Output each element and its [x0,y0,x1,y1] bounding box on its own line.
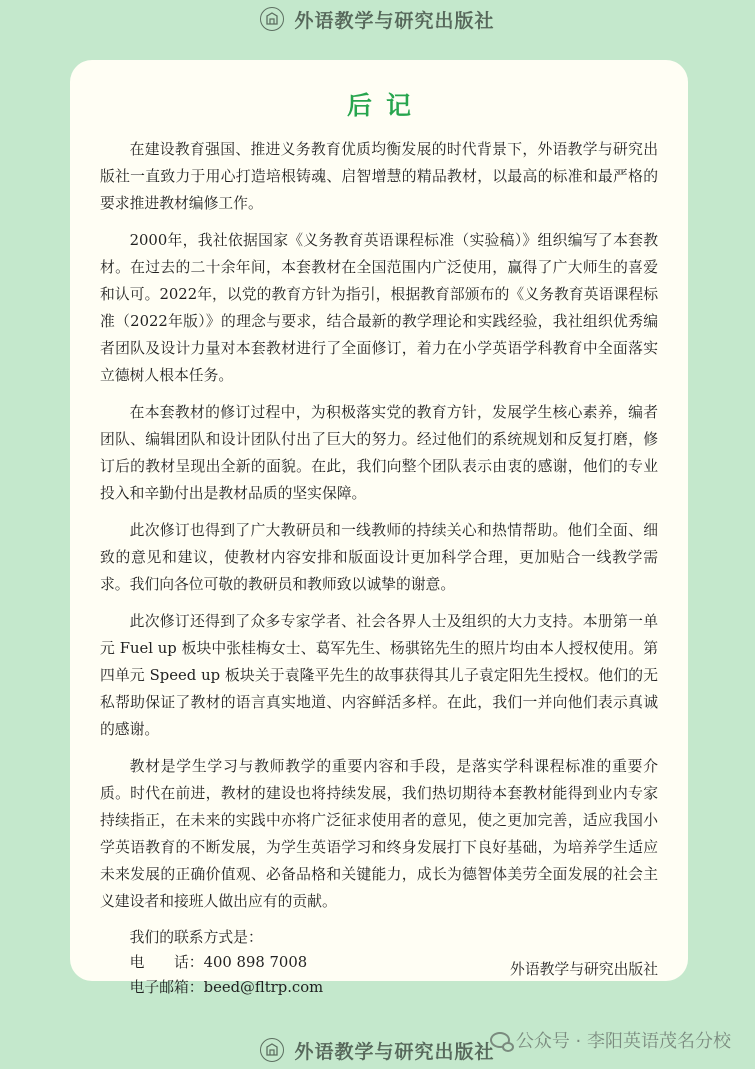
wechat-icon [490,1032,510,1048]
header-publisher-brand [0,4,755,34]
paragraph-5: 此次修订还得到了众多专家学者、社会各界人士及组织的大力支持。本册第一单元 Fuel up 板块中张桂梅女士、葛军先生、杨骐铭先生的照片均由本人授权使用。第四单元 Speed up 板块关于袁隆平先生的故事获得其儿子袁定阳先生授权。他们的无私帮助保证了教材的语言真实地道、内容鲜活多样。在此，我们一并向他们表示真诚的感谢。 [100,613,658,738]
contact-intro: 我们的联系方式是： [129,929,263,946]
email-label: 电子邮箱： [129,979,204,996]
paragraph-4: 此次修订也得到了广大教研员和一线教师的持续关心和热情帮助。他们全面、细致的意见和建议，使教材内容安排和版面设计更加科学合理，更加贴合一线教学需求。我们向各位可敬的教研员和教师致以诚挚的谢意。 [100,522,658,593]
publisher-signature: 外语教学与研究出版社 [510,961,658,978]
paragraph-2: 2000年，我社依据国家《义务教育英语课程标准（实验稿）》组织编写了本套教材。在过去的二十余年间，本套教材在全国范围内广泛使用，赢得了广大师生的喜爱和认可。2022年，以党的教育方针为指引，根据教育部颁布的《义务教育英语课程标准（2022年版）》的理念与要求，结合最新的教学理论和实践经验，我社组织优秀编者团队及设计力量对本套教材进行了全面修订，着力在小学英语学科教育中全面落实立德树人根本任务。 [100,232,658,384]
paragraph-3: 在本套教材的修订过程中，为积极落实党的教育方针，发展学生核心素养，编者团队、编辑团队和设计团队付出了巨大的努力。经过他们的系统规划和反复打磨，修订后的教材呈现出全新的面貌。在此，我们向整个团队表示由衷的感谢，他们的专业投入和辛勤付出是教材品质的坚实保障。 [100,404,658,502]
afterword-card [70,60,688,996]
publisher-logo-icon [260,7,284,31]
page-title: 后记 [346,91,425,120]
email-address: beed@fltrp.com [203,979,324,996]
phone-label: 电 话： [129,954,204,971]
paragraph-1: 在建设教育强国、推进义务教育优质均衡发展的时代背景下，外语教学与研究出版社一直致力于用心打造培根铸魂、启智增慧的精品教材，以最高的标准和最严格的要求推进教材编修工作。 [100,141,658,212]
watermark-text: 公众号 · 李阳英语茂名分校 [515,1031,731,1052]
footer-publisher-name: 外语教学与研究出版社 [294,1040,495,1063]
header-publisher-name: 外语教学与研究出版社 [294,9,495,32]
publisher-logo-icon [260,1038,284,1062]
watermark [490,1027,731,1053]
phone-number: 400 898 7008 [203,954,308,971]
paragraph-6: 教材是学生学习与教师教学的重要内容和手段，是落实学科课程标准的重要介质。时代在前进，教材的建设也将持续发展，我们热切期待本套教材能得到业内专家持续指正，在未来的实践中亦将广泛征求使用者的意见，使之更加完善，适应我国小学英语教育的不断发展，为学生英语学习和终身发展打下良好基础，为培养学生适应未来发展的正确价值观、必备品格和关键能力，成长为德智体美劳全面发展的社会主义建设者和接班人做出应有的贡献。 [100,758,658,910]
